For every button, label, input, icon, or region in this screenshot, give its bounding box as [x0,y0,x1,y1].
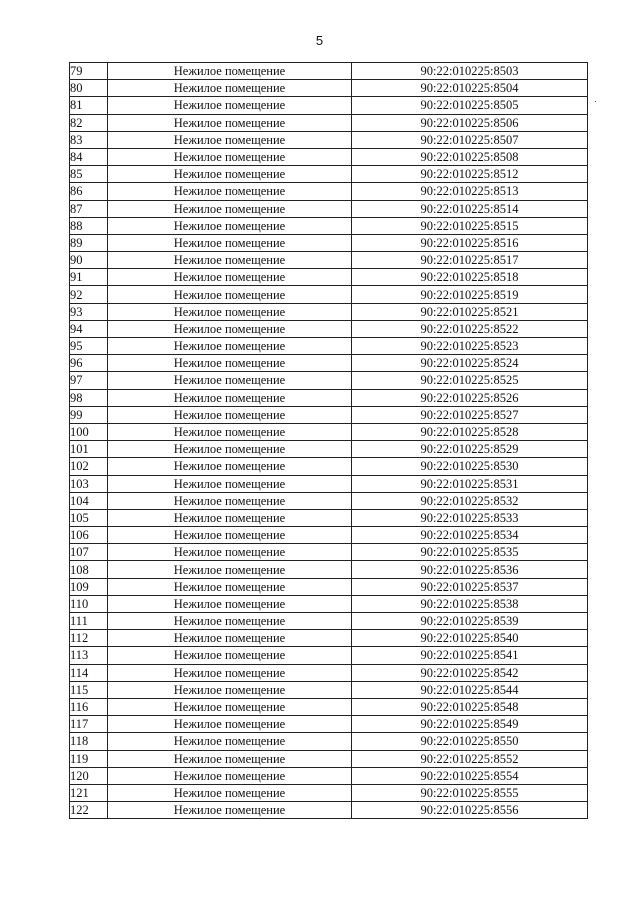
object-name-cell: Нежилое помещение [108,252,352,269]
table-row [70,681,588,698]
row-number-cell: 116 [70,698,108,715]
table-row [70,561,588,578]
cadastral-number-cell: 90:22:010225:8516 [352,234,588,251]
object-name-cell: Нежилое помещение [108,561,352,578]
scan-speck [595,101,596,102]
table-row [70,389,588,406]
object-name-cell: Нежилое помещение [108,595,352,612]
row-number-cell: 102 [70,458,108,475]
cadastral-number-cell: 90:22:010225:8518 [352,269,588,286]
cadastral-number-cell: 90:22:010225:8542 [352,664,588,681]
row-number-cell: 95 [70,338,108,355]
row-number-cell: 118 [70,733,108,750]
row-number-cell: 80 [70,80,108,97]
table-row [70,767,588,784]
object-name-cell: Нежилое помещение [108,166,352,183]
row-number-cell: 120 [70,767,108,784]
object-name-cell: Нежилое помещение [108,131,352,148]
cadastral-number-cell: 90:22:010225:8536 [352,561,588,578]
cadastral-number-cell: 90:22:010225:8524 [352,355,588,372]
cadastral-number-cell: 90:22:010225:8504 [352,80,588,97]
row-number-cell: 90 [70,252,108,269]
cadastral-number-cell: 90:22:010225:8533 [352,509,588,526]
object-name-cell: Нежилое помещение [108,630,352,647]
table-row [70,733,588,750]
row-number-cell: 79 [70,63,108,80]
cadastral-number-cell: 90:22:010225:8526 [352,389,588,406]
row-number-cell: 115 [70,681,108,698]
object-name-cell: Нежилое помещение [108,423,352,440]
object-name-cell: Нежилое помещение [108,767,352,784]
object-name-cell: Нежилое помещение [108,784,352,801]
cadastral-number-cell: 90:22:010225:8506 [352,114,588,131]
row-number-cell: 112 [70,630,108,647]
object-name-cell: Нежилое помещение [108,458,352,475]
object-name-cell: Нежилое помещение [108,148,352,165]
table-row [70,441,588,458]
row-number-cell: 85 [70,166,108,183]
row-number-cell: 114 [70,664,108,681]
cadastral-number-cell: 90:22:010225:8530 [352,458,588,475]
cadastral-number-cell: 90:22:010225:8548 [352,698,588,715]
object-name-cell: Нежилое помещение [108,97,352,114]
object-name-cell: Нежилое помещение [108,578,352,595]
table-row [70,802,588,819]
object-name-cell: Нежилое помещение [108,750,352,767]
row-number-cell: 113 [70,647,108,664]
object-name-cell: Нежилое помещение [108,338,352,355]
row-number-cell: 91 [70,269,108,286]
object-name-cell: Нежилое помещение [108,509,352,526]
table-row [70,475,588,492]
cadastral-number-cell: 90:22:010225:8550 [352,733,588,750]
property-table [69,62,588,819]
row-number-cell: 93 [70,303,108,320]
row-number-cell: 97 [70,372,108,389]
table-row [70,269,588,286]
row-number-cell: 117 [70,716,108,733]
object-name-cell: Нежилое помещение [108,647,352,664]
object-name-cell: Нежилое помещение [108,114,352,131]
row-number-cell: 110 [70,595,108,612]
row-number-cell: 111 [70,613,108,630]
object-name-cell: Нежилое помещение [108,475,352,492]
object-name-cell: Нежилое помещение [108,269,352,286]
row-number-cell: 121 [70,784,108,801]
table-row [70,698,588,715]
table-row [70,527,588,544]
table-row [70,200,588,217]
table-row [70,338,588,355]
cadastral-number-cell: 90:22:010225:8515 [352,217,588,234]
table-row [70,492,588,509]
row-number-cell: 98 [70,389,108,406]
object-name-cell: Нежилое помещение [108,441,352,458]
table-row [70,750,588,767]
table-row [70,630,588,647]
cadastral-number-cell: 90:22:010225:8549 [352,716,588,733]
object-name-cell: Нежилое помещение [108,200,352,217]
row-number-cell: 108 [70,561,108,578]
cadastral-number-cell: 90:22:010225:8503 [352,63,588,80]
cadastral-number-cell: 90:22:010225:8539 [352,613,588,630]
table-row [70,595,588,612]
cadastral-number-cell: 90:22:010225:8529 [352,441,588,458]
row-number-cell: 103 [70,475,108,492]
row-number-cell: 89 [70,234,108,251]
object-name-cell: Нежилое помещение [108,303,352,320]
table-row [70,578,588,595]
table-row [70,114,588,131]
cadastral-number-cell: 90:22:010225:8525 [352,372,588,389]
cadastral-number-cell: 90:22:010225:8544 [352,681,588,698]
object-name-cell: Нежилое помещение [108,406,352,423]
row-number-cell: 84 [70,148,108,165]
object-name-cell: Нежилое помещение [108,355,352,372]
object-name-cell: Нежилое помещение [108,80,352,97]
object-name-cell: Нежилое помещение [108,681,352,698]
table-row [70,544,588,561]
cadastral-number-cell: 90:22:010225:8554 [352,767,588,784]
table-row [70,613,588,630]
cadastral-number-cell: 90:22:010225:8521 [352,303,588,320]
row-number-cell: 122 [70,802,108,819]
table-row [70,458,588,475]
row-number-cell: 109 [70,578,108,595]
row-number-cell: 81 [70,97,108,114]
table-row [70,97,588,114]
cadastral-number-cell: 90:22:010225:8514 [352,200,588,217]
table-row [70,664,588,681]
cadastral-number-cell: 90:22:010225:8512 [352,166,588,183]
table-row [70,320,588,337]
cadastral-number-cell: 90:22:010225:8508 [352,148,588,165]
table-row [70,252,588,269]
cadastral-number-cell: 90:22:010225:8505 [352,97,588,114]
cadastral-number-cell: 90:22:010225:8535 [352,544,588,561]
property-table-body [70,63,588,819]
table-row [70,63,588,80]
cadastral-number-cell: 90:22:010225:8517 [352,252,588,269]
cadastral-number-cell: 90:22:010225:8522 [352,320,588,337]
cadastral-number-cell: 90:22:010225:8532 [352,492,588,509]
row-number-cell: 119 [70,750,108,767]
cadastral-number-cell: 90:22:010225:8538 [352,595,588,612]
row-number-cell: 96 [70,355,108,372]
object-name-cell: Нежилое помещение [108,389,352,406]
object-name-cell: Нежилое помещение [108,733,352,750]
table-row [70,784,588,801]
object-name-cell: Нежилое помещение [108,527,352,544]
table-row [70,303,588,320]
cadastral-number-cell: 90:22:010225:8519 [352,286,588,303]
row-number-cell: 105 [70,509,108,526]
row-number-cell: 92 [70,286,108,303]
table-row [70,406,588,423]
table-row [70,509,588,526]
row-number-cell: 99 [70,406,108,423]
object-name-cell: Нежилое помещение [108,664,352,681]
table-row [70,286,588,303]
object-name-cell: Нежилое помещение [108,217,352,234]
cadastral-number-cell: 90:22:010225:8541 [352,647,588,664]
table-row [70,166,588,183]
row-number-cell: 94 [70,320,108,337]
table-row [70,423,588,440]
row-number-cell: 86 [70,183,108,200]
cadastral-number-cell: 90:22:010225:8528 [352,423,588,440]
row-number-cell: 101 [70,441,108,458]
table-row [70,217,588,234]
cadastral-number-cell: 90:22:010225:8540 [352,630,588,647]
row-number-cell: 82 [70,114,108,131]
object-name-cell: Нежилое помещение [108,716,352,733]
row-number-cell: 88 [70,217,108,234]
cadastral-number-cell: 90:22:010225:8555 [352,784,588,801]
cadastral-number-cell: 90:22:010225:8513 [352,183,588,200]
table-row [70,234,588,251]
cadastral-number-cell: 90:22:010225:8527 [352,406,588,423]
table-row [70,716,588,733]
cadastral-number-cell: 90:22:010225:8507 [352,131,588,148]
cadastral-number-cell: 90:22:010225:8537 [352,578,588,595]
row-number-cell: 107 [70,544,108,561]
table-row [70,372,588,389]
object-name-cell: Нежилое помещение [108,613,352,630]
object-name-cell: Нежилое помещение [108,63,352,80]
table-row [70,131,588,148]
object-name-cell: Нежилое помещение [108,372,352,389]
object-name-cell: Нежилое помещение [108,286,352,303]
row-number-cell: 83 [70,131,108,148]
table-row [70,148,588,165]
object-name-cell: Нежилое помещение [108,492,352,509]
cadastral-number-cell: 90:22:010225:8534 [352,527,588,544]
cadastral-number-cell: 90:22:010225:8531 [352,475,588,492]
object-name-cell: Нежилое помещение [108,234,352,251]
row-number-cell: 104 [70,492,108,509]
object-name-cell: Нежилое помещение [108,698,352,715]
object-name-cell: Нежилое помещение [108,802,352,819]
cadastral-number-cell: 90:22:010225:8552 [352,750,588,767]
table-row [70,647,588,664]
row-number-cell: 106 [70,527,108,544]
table-row [70,183,588,200]
row-number-cell: 100 [70,423,108,440]
object-name-cell: Нежилое помещение [108,544,352,561]
table-row [70,355,588,372]
object-name-cell: Нежилое помещение [108,183,352,200]
cadastral-number-cell: 90:22:010225:8556 [352,802,588,819]
row-number-cell: 87 [70,200,108,217]
table-row [70,80,588,97]
object-name-cell: Нежилое помещение [108,320,352,337]
cadastral-number-cell: 90:22:010225:8523 [352,338,588,355]
page-number: 5 [315,33,324,48]
